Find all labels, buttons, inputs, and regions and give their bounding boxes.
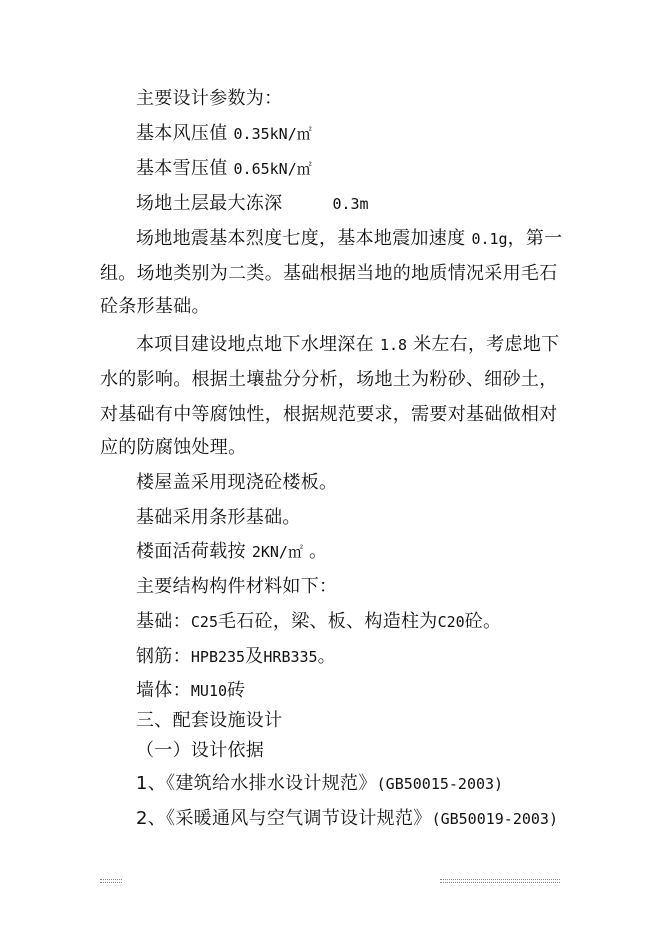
wind-pressure-label: 基本风压值 [136, 123, 228, 144]
rebar-line [136, 646, 336, 668]
beam-concrete-grade: C20 [437, 613, 465, 631]
reference-item-2 [136, 808, 558, 830]
groundwater-para-line-1 [136, 334, 559, 356]
materials-heading-text: 主要结构构件材料如下： [136, 576, 338, 597]
rebar-grade-2: HRB335 [263, 648, 318, 666]
footer-dotted-mark-right [440, 879, 560, 883]
groundwater-text-line-2: 水的影响。根据土壤盐分分析，场地土为粉砂、细砂土， [100, 369, 558, 390]
seismic-text-c: ，第一 [507, 228, 563, 249]
seismic-text-line-2: 组。场地类别为二类。基础根据当地的地质情况采用毛石 [100, 263, 558, 284]
floor-slab-line [136, 472, 337, 494]
groundwater-text-a: 本项目建设地点地下水埋深在 [136, 334, 374, 355]
wind-pressure-value: 0.35kN/㎡ [233, 125, 312, 143]
snow-pressure-label: 基本雪压值 [136, 158, 228, 179]
seismic-para-line-1 [136, 228, 562, 250]
materials-heading [136, 576, 337, 598]
snow-pressure-value: 0.65kN/㎡ [233, 160, 312, 178]
reference-2-title: 2、《采暖通风与空气调节设计规范》 [136, 808, 432, 829]
foundation-material-text: 毛石砼，梁、板、构造柱为 [218, 611, 438, 632]
groundwater-text-line-3: 对基础有中等腐蚀性，根据规范要求，需要对基础做相对 [100, 404, 558, 425]
reference-2-code: (GB50019-2003) [431, 810, 558, 828]
seismic-text-a: 场地地震基本烈度七度，基本地震加速度 [136, 228, 466, 249]
wind-pressure-line [136, 123, 312, 145]
frost-depth-value: 0.3m [332, 195, 369, 213]
wall-label: 墙体： [136, 680, 191, 701]
seismic-text-line-3: 砼条形基础。 [100, 296, 210, 317]
foundation-text: 基础采用条形基础。 [136, 507, 301, 528]
foundation-material-end: 砼。 [464, 611, 502, 632]
foundation-material-label: 基础： [136, 611, 191, 632]
foundation-material-line [136, 611, 501, 633]
seismic-para-line-2 [100, 263, 558, 285]
frost-depth-line [136, 193, 369, 215]
wall-brick-grade: MU10 [190, 682, 228, 700]
reference-1-title: 1、《建筑给水排水设计规范》 [136, 773, 377, 794]
reference-item-1 [136, 773, 503, 795]
groundwater-text-line-4: 应的防腐蚀处理。 [100, 437, 247, 458]
foundation-concrete-grade: C25 [190, 613, 218, 631]
section-heading-3 [136, 710, 282, 732]
live-load-label: 楼面活荷载按 [136, 541, 246, 562]
rebar-and: 及 [245, 646, 264, 667]
live-load-value: 2KN/㎡ [251, 543, 303, 561]
seismic-para-line-3 [100, 296, 210, 318]
wall-brick: 砖 [227, 680, 246, 701]
foundation-line [136, 507, 301, 529]
frost-depth-label: 场地土层最大冻深 [136, 193, 283, 214]
live-load-line [136, 541, 327, 563]
live-load-end: 。 [309, 541, 328, 562]
rebar-grade-1: HPB235 [190, 648, 246, 666]
subsection-heading-1 [136, 740, 264, 762]
section-heading-3-text: 三、配套设施设计 [136, 710, 283, 731]
reference-1-code: (GB50015-2003) [376, 775, 504, 793]
footer-dotted-mark-left [100, 879, 122, 883]
subsection-heading-1-text: （一）设计依据 [136, 740, 265, 761]
groundwater-text-c: 米左右，考虑地下 [413, 334, 560, 355]
rebar-label: 钢筋： [136, 646, 191, 667]
groundwater-para-line-2 [100, 369, 558, 391]
groundwater-para-line-3 [100, 404, 558, 426]
wall-line [136, 680, 245, 702]
snow-pressure-line [136, 158, 312, 180]
groundwater-para-line-4 [100, 437, 246, 459]
groundwater-depth: 1.8 [379, 336, 408, 354]
seismic-acceleration: 0.1g [471, 230, 508, 248]
params-heading-text: 主要设计参数为： [136, 88, 283, 109]
floor-slab-text: 楼屋盖采用现浇砼楼板。 [136, 472, 338, 493]
rebar-end: 。 [317, 646, 336, 667]
params-heading [136, 88, 282, 110]
